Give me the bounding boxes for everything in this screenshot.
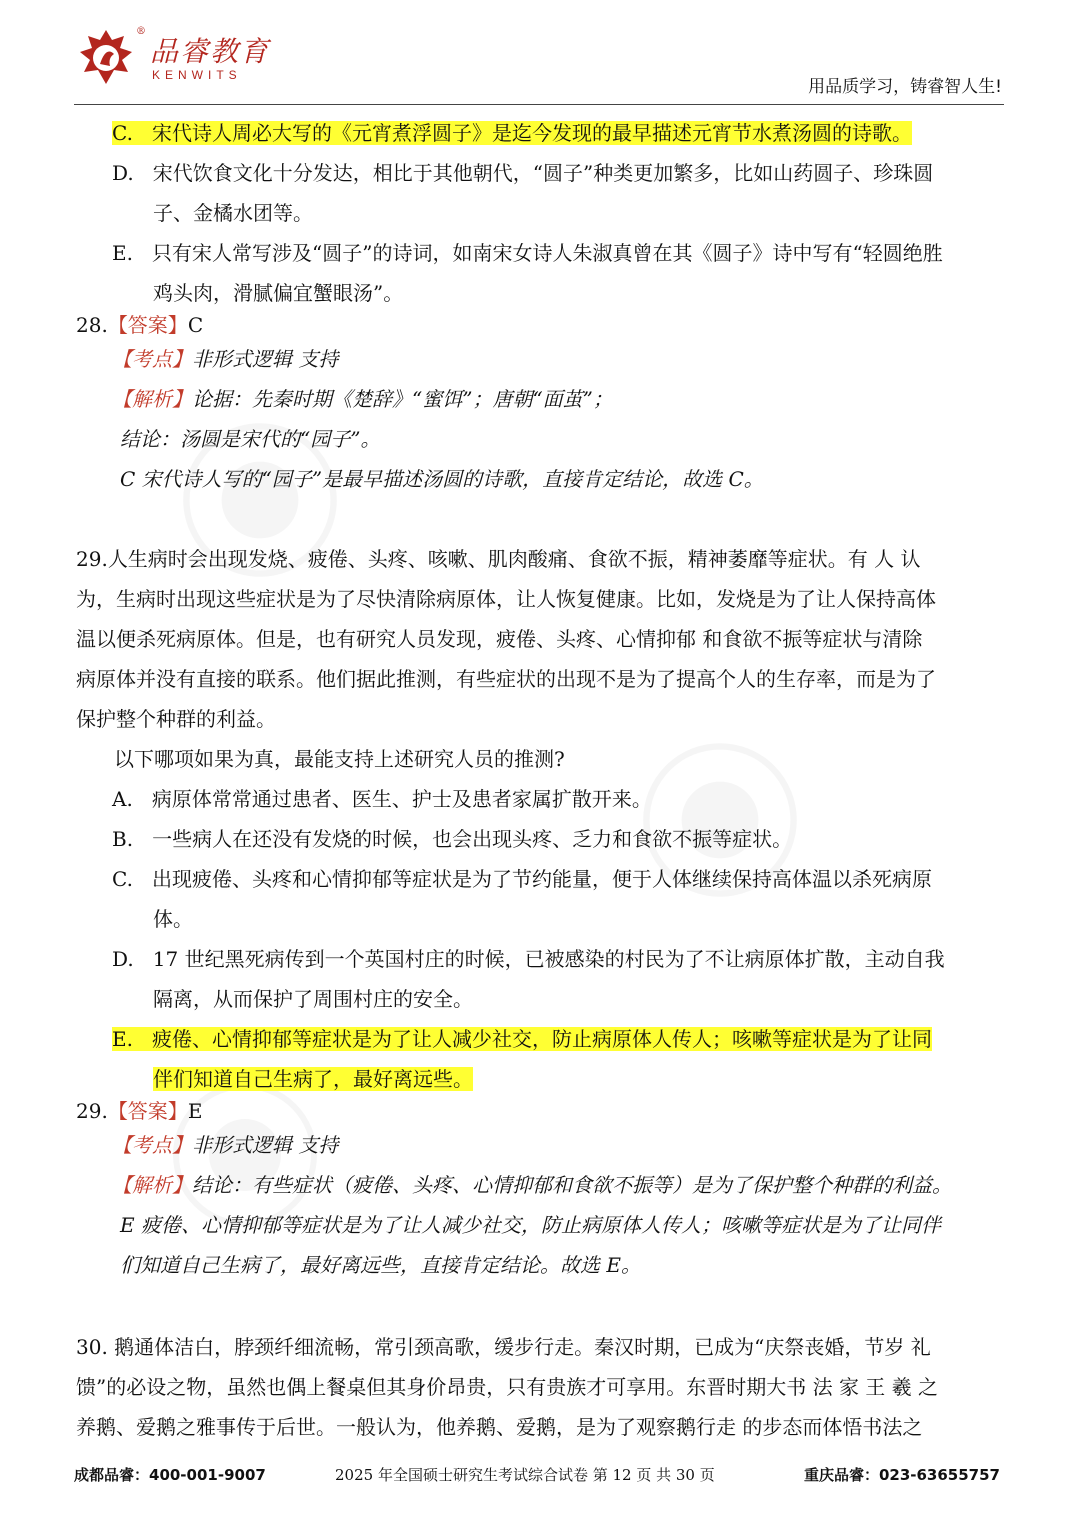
q29-option-d-cont: 隔离，从而保护了周围村庄的安全。 xyxy=(153,987,473,1011)
a29-analysis-choice: E 疲倦、心情抑郁等症状是为了让人减少社交，防止病原体人传人；咳嗽等症状是为了让同伴 xyxy=(120,1213,941,1237)
q30-stem-line: 养鹅、爱鹅之雅事传于后世。一般认为，他养鹅、爱鹅，是为了观察鹅行走 的步态而体悟书法之 xyxy=(76,1415,923,1439)
q29-option-b: B. 一些病人在还没有发烧的时候，也会出现头疼、乏力和食欲不振等症状。 xyxy=(112,827,793,851)
q29-stem-line: 病原体并没有直接的联系。他们据此推测，有些症状的出现不是为了提高个人的生存率，而是为了 xyxy=(76,667,936,691)
q29-option-c: C. 出现疲倦、头疼和心情抑郁等症状是为了节约能量，便于人体继续保持高体温以杀死病原 xyxy=(112,867,933,891)
a28-point: 【考点】非形式逻辑 支持 xyxy=(112,347,339,371)
a28-answer: 28.【答案】C xyxy=(76,313,204,337)
brand-name-en: KENWITS xyxy=(152,68,242,82)
q29-option-a: A. 病原体常常通过患者、医生、护士及患者家属扩散开来。 xyxy=(112,787,652,811)
a29-analysis-choice-cont: 们知道自己生病了，最好离远些，直接肯定结论。故选 E。 xyxy=(120,1253,641,1277)
a28-analysis: 【解析】论据：先秦时期《楚辞》“蜜饵”；唐朝“面茧”； xyxy=(112,387,613,411)
a28-analysis-conclusion: 结论：汤圆是宋代的“园子”。 xyxy=(120,427,381,451)
q29-stem-line: 为，生病时出现这些症状是为了尽快清除病原体，让人恢复健康。比如，发烧是为了让人保持高体 xyxy=(76,587,936,611)
q30-stem-line: 30. 鹅通体洁白，脖颈纤细流畅，常引颈高歌，缓步行走。秦汉时期，已成为“庆祭丧婚，节岁 礼 xyxy=(76,1335,931,1359)
q29-option-e: E. 疲倦、心情抑郁等症状是为了让人减少社交，防止病原体人传人；咳嗽等症状是为了让同 xyxy=(112,1027,933,1051)
q27-option-e: E. 只有宋人常写涉及“圆子”的诗词，如南宋女诗人朱淑真曾在其《圆子》诗中写有“轻圆绝胜 xyxy=(112,241,943,265)
brand-name-cn: 品睿教育 xyxy=(150,35,271,68)
header-divider xyxy=(74,104,1004,105)
registered-mark: ® xyxy=(136,26,146,37)
q29-stem-line: 温以便杀死病原体。但是，也有研究人员发现，疲倦、头疼、心情抑郁 和食欲不振等症状与清除 xyxy=(76,627,923,651)
a28-analysis-choice: C 宋代诗人写的“园子”是最早描述汤圆的诗歌，直接肯定结论，故选 C。 xyxy=(120,467,764,491)
q27-option-d-cont: 子、金橘水团等。 xyxy=(153,201,313,225)
header-slogan: 用品质学习，铸睿智人生! xyxy=(808,77,1002,97)
q29-option-d: D. 17 世纪黑死病传到一个英国村庄的时候，已被感染的村民为了不让病原体扩散，主动自我 xyxy=(112,947,945,971)
page-footer xyxy=(0,1452,1080,1528)
q30-stem-line: 馈”的必设之物，虽然也偶上餐桌但其身价昂贵，只有贵族才可享用。东晋时期大书 法 家 王 羲 之 xyxy=(76,1375,939,1399)
a29-analysis: 【解析】结论：有些症状（疲倦、头疼、心情抑郁和食欲不振等）是为了保护整个种群的利益。 xyxy=(112,1173,952,1197)
q29-option-e-cont: 伴们知道自己生病了，最好离远些。 xyxy=(153,1067,473,1091)
page-content xyxy=(0,110,1080,1450)
a29-answer: 29.【答案】E xyxy=(76,1099,203,1123)
q27-option-c: C. 宋代诗人周必大写的《元宵煮浮圆子》是迄今发现的最早描述元宵节水煮汤圆的诗歌。 xyxy=(112,121,913,145)
page-header xyxy=(0,0,1080,110)
footer-page-info: 2025 年全国硕士研究生考试综合试卷 第 12 页 共 30 页 xyxy=(335,1466,715,1484)
a29-point: 【考点】非形式逻辑 支持 xyxy=(112,1133,339,1157)
q29-question: 以下哪项如果为真，最能支持上述研究人员的推测? xyxy=(114,747,565,771)
q27-option-d: D. 宋代饮食文化十分发达，相比于其他朝代，“圆子”种类更加繁多，比如山药圆子、珍珠圆 xyxy=(112,161,934,185)
q29-option-c-cont: 体。 xyxy=(153,907,193,931)
footer-chongqing-contact: 重庆品睿：023-63655757 xyxy=(803,1466,1000,1484)
q29-stem-line: 29.人生病时会出现发烧、疲倦、头疼、咳嗽、肌肉酸痛、食欲不振，精神萎靡等症状。有 人 认 xyxy=(76,547,921,571)
brand-emblem-icon xyxy=(72,24,140,92)
brand-logo xyxy=(72,24,272,94)
footer-chengdu-contact: 成都品睿：400-001-9007 xyxy=(74,1466,266,1484)
q29-stem-line: 保护整个种群的利益。 xyxy=(76,707,276,731)
q27-option-e-cont: 鸡头肉，滑腻偏宜蟹眼汤”。 xyxy=(153,281,404,305)
